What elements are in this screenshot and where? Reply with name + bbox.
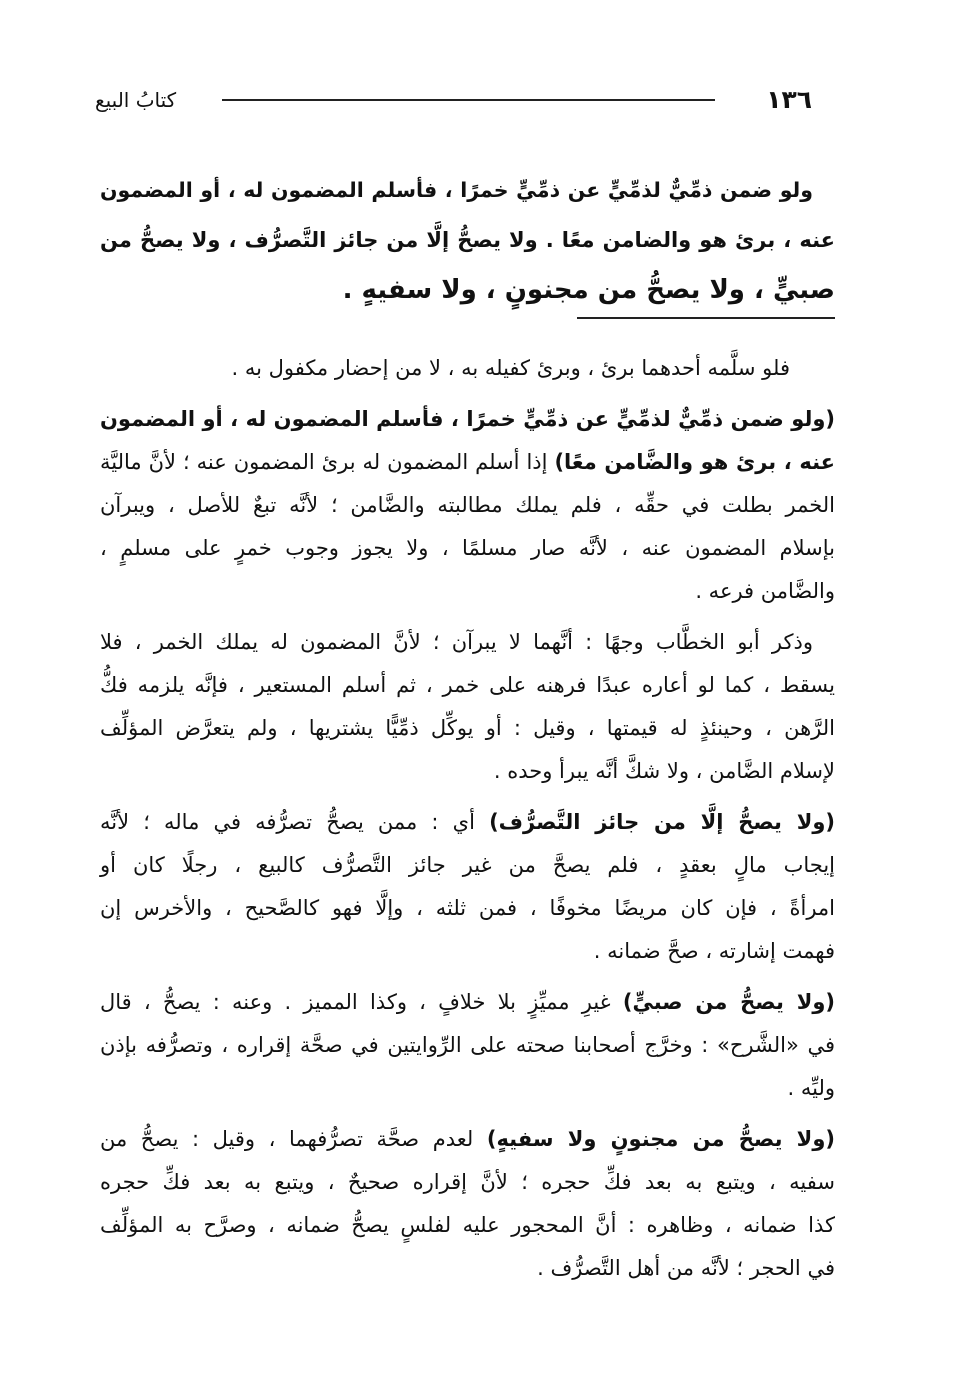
commentary-line xyxy=(100,484,835,527)
commentary-line xyxy=(100,1118,835,1161)
commentary-text: لعدم صحَّة تصرُّفهما ، وقيل : يصحُّ من xyxy=(100,1127,474,1151)
commentary-line xyxy=(100,570,835,613)
commentary-text: يسقط ، كما لو أعاره عبدًا فرهنه على خمر ، ثم أسلم المستعير ، فإنَّه يلزمه فكُّ xyxy=(100,673,835,697)
commentary-line xyxy=(100,750,835,793)
commentary-text: في الحجر ؛ لأنَّه من أهل التَّصرُّف . xyxy=(537,1256,835,1280)
quoted-matn: عنه ، برئ هو والضَّامن معًا) xyxy=(554,450,835,474)
commentary-text: بإسلام المضمون عنه ، لأنَّه صار مسلمًا ، ولا يجوز وجوب خمرٍ على مسلمٍ ، xyxy=(100,536,835,560)
commentary-line xyxy=(100,347,835,390)
commentary-paragraph xyxy=(100,981,835,1110)
commentary-line xyxy=(100,801,835,844)
commentary-text: فهمت إشارته ، صحَّ ضمانه . xyxy=(593,939,835,963)
commentary-separator-rule xyxy=(577,317,835,319)
commentary-paragraph xyxy=(100,1118,835,1290)
commentary-text: أي : ممن يصحُّ تصرُّفه في ماله ؛ لأنَّه xyxy=(100,810,475,834)
commentary-line xyxy=(100,527,835,570)
commentary-paragraph xyxy=(100,347,835,390)
commentary-line xyxy=(100,930,835,973)
commentary-text: إيجاب مالٍ بعقدٍ ، فلم يصحَّ من غير جائز التَّصرُّف كالبيع ، رجلًا كان أو xyxy=(100,853,835,877)
commentary-text: سفيه ، ويتبع به بعد فكِّ حجره ؛ لأنَّ إقراره صحيحٌ ، ويتبع به بعد فكِّ حجره xyxy=(100,1170,835,1194)
commentary-text: غيرِ مميِّزٍ بلا خلافٍ ، وكذا المميز . وعنه : يصحُّ ، قال xyxy=(100,990,611,1014)
commentary-text: الرَّهن ، وحينئذٍ له قيمتها ، وقيل : أو يوكِّل ذمِّيًّا يشتريها ، ولم يتعرَّض المؤلِّف xyxy=(100,716,835,740)
matn-line: عنه ، برئ هو والضامن معًا . ولا يصحُّ إلَّا من جائز التَّصرُّف ، ولا يصحُّ من xyxy=(100,228,835,252)
commentary-line xyxy=(100,1247,835,1290)
commentary-text: إذا أسلم المضمون له برئ المضمون عنه ؛ لأنَّ ماليَّة xyxy=(100,450,548,474)
header-rule xyxy=(222,99,715,101)
commentary-text: والضَّامن فرعه . xyxy=(695,579,835,603)
commentary-line xyxy=(100,981,835,1024)
quoted-matn: (ولا يصحُّ من صبيٍّ) xyxy=(622,990,836,1014)
commentary-line xyxy=(100,621,835,664)
matn-line: ولو ضمن ذمِّيٌّ لذمِّيٍّ عن ذمِّيٍّ خمرًا ، فأسلم المضمون له ، أو المضمون xyxy=(100,178,813,202)
page-number: ١٣٦ xyxy=(766,85,812,114)
commentary-text: وليِّه . xyxy=(787,1076,835,1100)
commentary-text: الخمر بطلت في حقِّه ، فلم يملك مطالبته والضَّامن ؛ لأنَّه تبعٌ للأصل ، ويبرآن xyxy=(100,493,835,517)
matn-text xyxy=(100,165,835,315)
commentary-line xyxy=(100,1024,835,1067)
quoted-matn: (ولو ضمن ذمِّيٌّ لذمِّيٍّ عن ذمِّيٍّ خمرًا ، فأسلم المضمون له ، أو المضمون xyxy=(100,407,835,431)
commentary-line xyxy=(100,398,835,441)
commentary-text: امرأةً ، فإن كان مريضًا مخوفًا ، فمن ثلثه ، وإلَّا فهو كالصَّحيح ، والأخرس إن xyxy=(100,896,835,920)
commentary-line xyxy=(100,441,835,484)
commentary-text: فلو سلَّمه أحدهما برئ ، وبرئ كفيله به ، لا من إحضار مكفول به . xyxy=(231,356,790,380)
quoted-matn: (ولا يصحُّ إلَّا من جائز التَّصرُّف) xyxy=(489,810,835,834)
commentary xyxy=(100,347,835,1290)
commentary-text: كذا ضمانه ، وظاهره : أنَّ المحجور عليه لفلسٍ يصحُّ ضمانه ، وصرَّح به المؤلِّف xyxy=(100,1213,835,1237)
commentary-line xyxy=(100,1067,835,1110)
commentary-text: في «الشَّرح» : وخرَّج أصحابنا صحته على الرِّوايتين في صحَّة إقراره ، وتصرُّفه بإذن xyxy=(100,1033,835,1057)
commentary-paragraph xyxy=(100,398,835,613)
commentary-paragraph xyxy=(100,801,835,973)
quoted-matn: (ولا يصحُّ من مجنونٍ ولا سفيهٍ) xyxy=(486,1127,835,1151)
commentary-line xyxy=(100,1161,835,1204)
commentary-line xyxy=(100,664,835,707)
commentary-line xyxy=(100,1204,835,1247)
matn-line: صبيٍّ ، ولا يصحُّ من مجنونٍ ، ولا سفيهٍ . xyxy=(342,275,835,305)
commentary-line xyxy=(100,887,835,930)
commentary-text: وذكر أبو الخطَّاب وجهًا : أنَّهما لا يبرآن ؛ لأنَّ المضمون له يملك الخمر ، فلا xyxy=(100,630,813,654)
running-title: كتابُ البيع xyxy=(95,88,177,112)
commentary-text: لإسلام الضَّامن ، ولا شكَّ أنَّه يبرأ وحده . xyxy=(493,759,835,783)
commentary-paragraph xyxy=(100,621,835,793)
commentary-line xyxy=(100,844,835,887)
commentary-line xyxy=(100,707,835,750)
